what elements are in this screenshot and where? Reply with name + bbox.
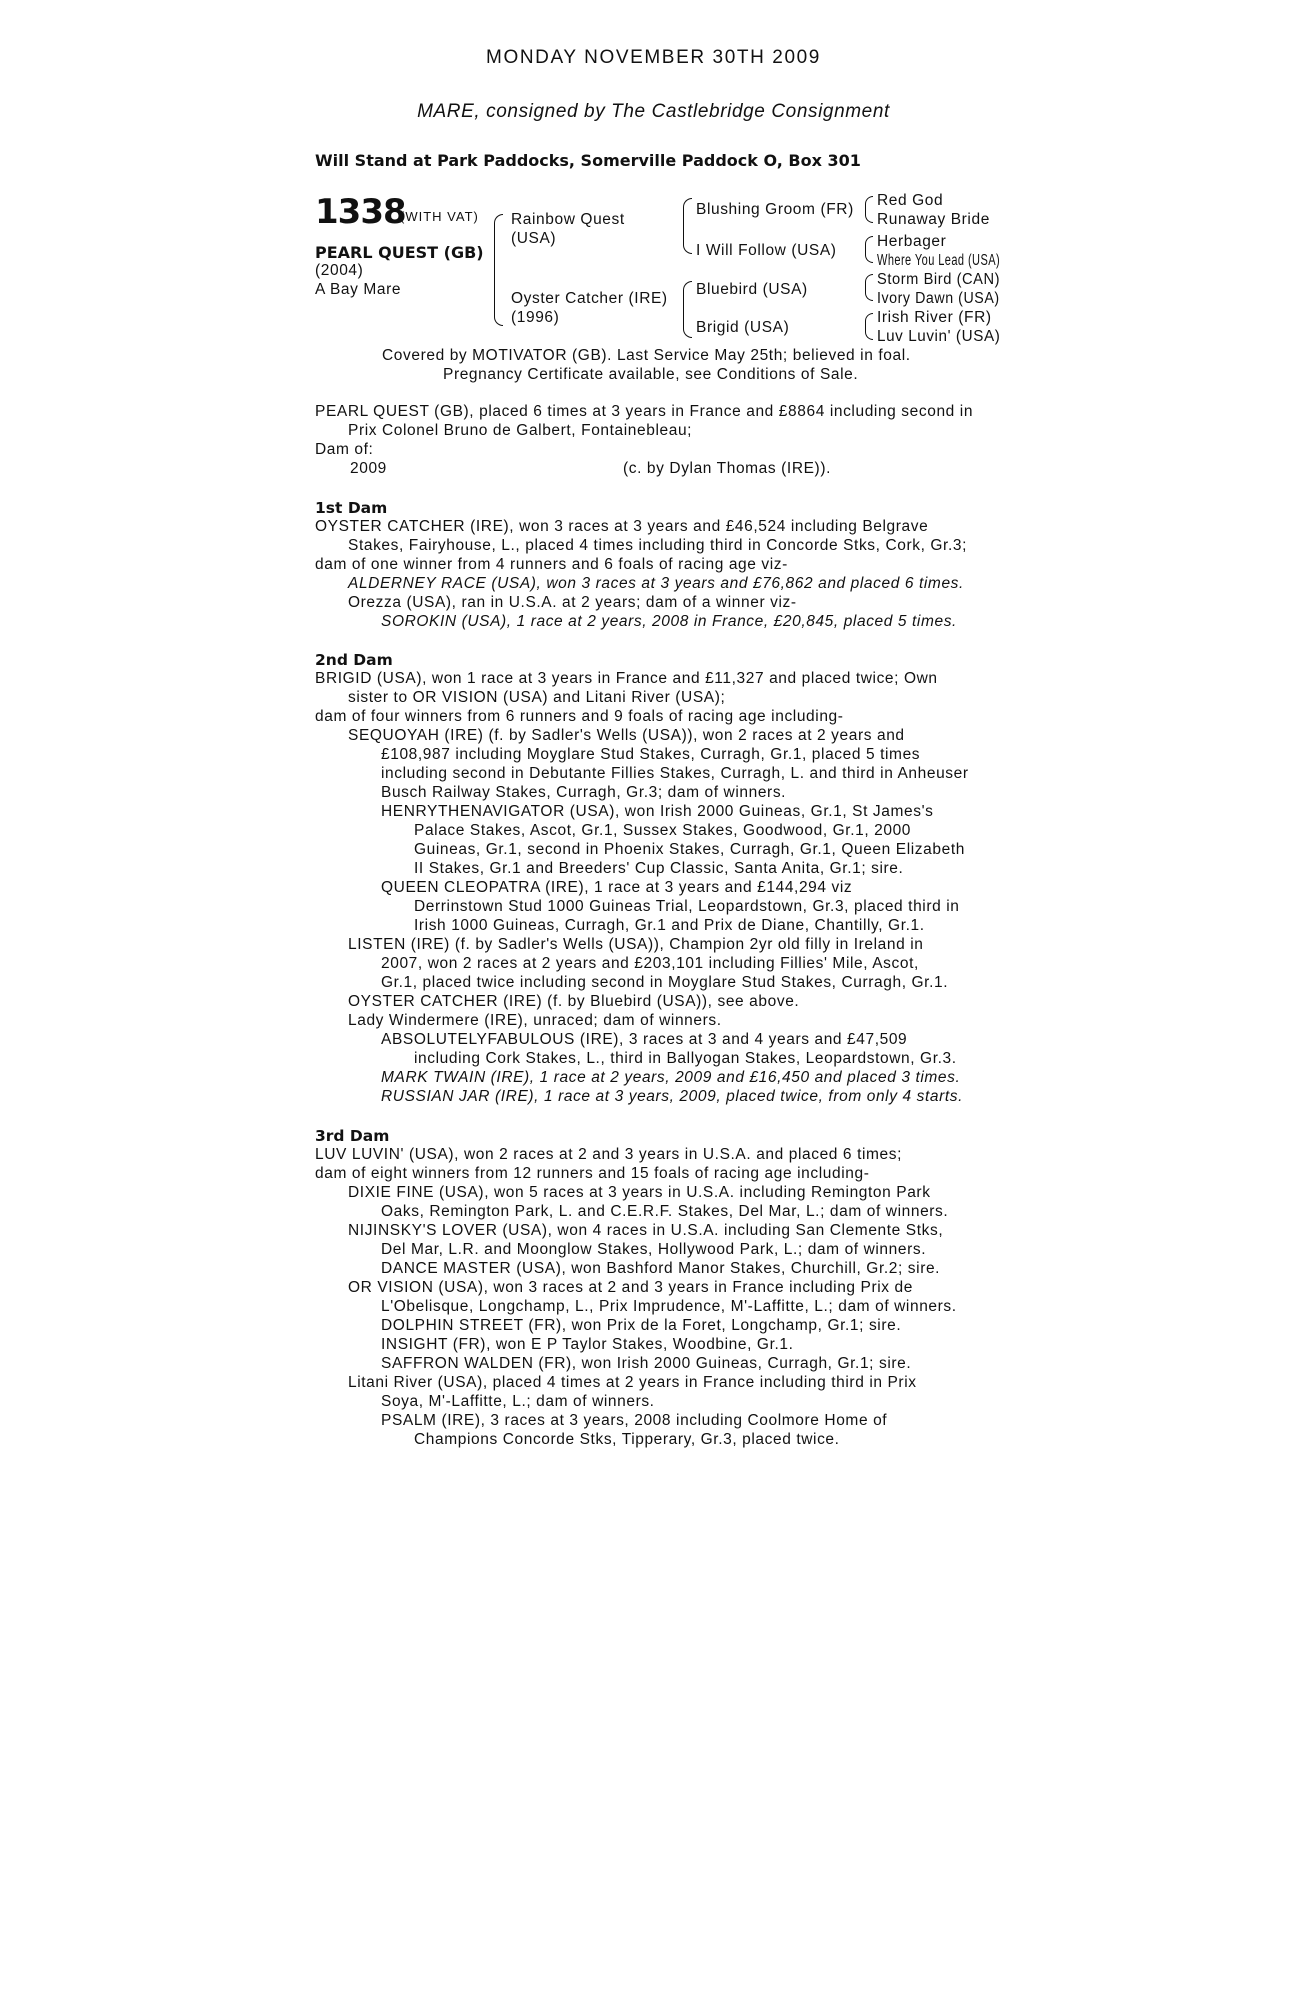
pedigree-brace-ss — [865, 196, 873, 223]
third-dam-line: LUV LUVIN' (USA), won 2 races at 2 and 3 years in U.S.A. and placed 6 times; — [315, 1146, 903, 1163]
sire-sire: Blushing Groom (FR) — [696, 201, 854, 218]
second-dam-line: dam of four winners from 6 runners and 9 foals of racing age including- — [315, 708, 844, 725]
second-dam-line: BRIGID (USA), won 1 race at 3 years in France and £11,327 and placed twice; Own — [315, 670, 938, 687]
third-dam-line: Litani River (USA), placed 4 times at 2 years in France including third in Prix — [348, 1374, 917, 1391]
second-dam-line: HENRYTHENAVIGATOR (USA), won Irish 2000 Guineas, Gr.1, St James's — [381, 803, 934, 820]
third-dam-line: Oaks, Remington Park, L. and C.E.R.F. Stakes, Del Mar, L.; dam of winners. — [381, 1203, 949, 1220]
dam-of-label: Dam of: — [315, 441, 374, 458]
stand-location: Will Stand at Park Paddocks, Somerville Paddock O, Box 301 — [315, 151, 861, 170]
second-dam-line: Palace Stakes, Ascot, Gr.1, Sussex Stakes, Goodwood, Gr.1, 2000 — [414, 822, 912, 839]
pedigree-brace-sire — [683, 198, 692, 254]
second-dam-line: including Cork Stakes, L., third in Ballyogan Stakes, Leopardstown, Gr.3. — [414, 1050, 957, 1067]
third-dam-line: Soya, M'-Laffitte, L.; dam of winners. — [381, 1393, 655, 1410]
produce-year: 2009 — [350, 460, 387, 477]
lot-number: 1338 — [315, 192, 406, 232]
second-dam-line: Derrinstown Stud 1000 Guineas Trial, Leopardstown, Gr.3, placed third in — [414, 898, 960, 915]
second-dam-line: RUSSIAN JAR (IRE), 1 race at 3 years, 2009, placed twice, from only 4 starts. — [381, 1088, 964, 1105]
sire-name: Rainbow Quest — [511, 211, 625, 228]
gg-sire-sire-sire: Red God — [877, 192, 944, 209]
second-dam-line: MARK TWAIN (IRE), 1 race at 2 years, 2009 and £16,450 and placed 3 times. — [381, 1069, 961, 1086]
second-dam-heading: 2nd Dam — [315, 651, 393, 669]
second-dam-line: Guineas, Gr.1, second in Phoenix Stakes, Curragh, Gr.1, Queen Elizabeth — [414, 841, 965, 858]
sale-date: MONDAY NOVEMBER 30TH 2009 — [486, 47, 821, 68]
first-dam-line: Stakes, Fairyhouse, L., placed 4 times including third in Concorde Stks, Cork, Gr.3; — [348, 537, 967, 554]
consignment-line: MARE, consigned by The Castlebridge Consignment — [417, 101, 890, 122]
second-dam-line: SEQUOYAH (IRE) (f. by Sadler's Wells (USA)), won 2 races at 2 years and — [348, 727, 905, 744]
second-dam-line: sister to OR VISION (USA) and Litani River (USA); — [348, 689, 726, 706]
horse-description: A Bay Mare — [315, 281, 402, 298]
third-dam-line: INSIGHT (FR), won E P Taylor Stakes, Woodbine, Gr.1. — [381, 1336, 794, 1353]
second-dam-line: II Stakes, Gr.1 and Breeders' Cup Classic, Santa Anita, Gr.1; sire. — [414, 860, 904, 877]
third-dam-line: DANCE MASTER (USA), won Bashford Manor Stakes, Churchill, Gr.2; sire. — [381, 1260, 941, 1277]
third-dam-line: Del Mar, L.R. and Moonglow Stakes, Hollywood Park, L.; dam of winners. — [381, 1241, 927, 1258]
gg-dam-dam-sire: Irish River (FR) — [877, 309, 992, 326]
second-dam-line: Irish 1000 Guineas, Curragh, Gr.1 and Prix de Diane, Chantilly, Gr.1. — [414, 917, 925, 934]
produce-description: (c. by Dylan Thomas (IRE)). — [623, 460, 831, 477]
covered-line: Covered by MOTIVATOR (GB). Last Service May 25th; believed in foal. — [382, 347, 911, 364]
horse-name: PEARL QUEST (GB) — [315, 243, 484, 262]
second-dam-line: ABSOLUTELYFABULOUS (IRE), 3 races at 3 and 4 years and £47,509 — [381, 1031, 908, 1048]
first-dam-line: ALDERNEY RACE (USA), won 3 races at 3 years and £76,862 and placed 6 times. — [348, 575, 964, 592]
first-dam-line: OYSTER CATCHER (IRE), won 3 races at 3 years and £46,524 including Belgrave — [315, 518, 929, 535]
second-dam-line: LISTEN (IRE) (f. by Sadler's Wells (USA)), Champion 2yr old filly in Ireland in — [348, 936, 924, 953]
pedigree-brace-dd — [865, 313, 873, 340]
first-dam-line: dam of one winner from 4 runners and 6 foals of racing age viz- — [315, 556, 788, 573]
third-dam-line: NIJINSKY'S LOVER (USA), won 4 races in U.S.A. including San Clemente Stks, — [348, 1222, 944, 1239]
horse-year: (2004) — [315, 262, 364, 279]
pedigree-brace-ds — [865, 274, 873, 301]
second-dam-line: Gr.1, placed twice including second in Moyglare Stud Stakes, Curragh, Gr.1. — [381, 974, 949, 991]
second-dam-line: QUEEN CLEOPATRA (IRE), 1 race at 3 years and £144,294 viz — [381, 879, 853, 896]
second-dam-line: 2007, won 2 races at 2 years and £203,101 including Fillies' Mile, Ascot, — [381, 955, 919, 972]
summary-line-1: PEARL QUEST (GB), placed 6 times at 3 years in France and £8864 including second in — [315, 403, 974, 420]
third-dam-heading: 3rd Dam — [315, 1127, 390, 1145]
third-dam-line: OR VISION (USA), won 3 races at 2 and 3 years in France including Prix de — [348, 1279, 913, 1296]
second-dam-line: including second in Debutante Fillies Stakes, Curragh, L. and third in Anheuser — [381, 765, 969, 782]
second-dam-line: OYSTER CATCHER (IRE) (f. by Bluebird (USA)), see above. — [348, 993, 800, 1010]
pedigree-brace-sd — [865, 236, 873, 263]
third-dam-line: Champions Concorde Stks, Tipperary, Gr.3, placed twice. — [414, 1431, 840, 1448]
gg-sire-dam-dam: Where You Lead (USA) — [877, 252, 1001, 269]
first-dam-line: Orezza (USA), ran in U.S.A. at 2 years; dam of a winner viz- — [348, 594, 797, 611]
dam-year: (1996) — [511, 309, 560, 326]
sire-dam: I Will Follow (USA) — [696, 242, 837, 259]
second-dam-line: Busch Railway Stakes, Curragh, Gr.3; dam of winners. — [381, 784, 787, 801]
third-dam-line: DIXIE FINE (USA), won 5 races at 3 years in U.S.A. including Remington Park — [348, 1184, 931, 1201]
second-dam-line: £108,987 including Moyglare Stud Stakes, Curragh, Gr.1, placed 5 times — [381, 746, 921, 763]
gg-dam-dam-dam: Luv Luvin' (USA) — [877, 328, 1001, 345]
dam-dam: Brigid (USA) — [696, 319, 790, 336]
third-dam-line: L'Obelisque, Longchamp, L., Prix Imprudence, M'-Laffitte, L.; dam of winners. — [381, 1298, 957, 1315]
gg-dam-sire-sire: Storm Bird (CAN) — [877, 271, 1001, 288]
first-dam-line: SOROKIN (USA), 1 race at 2 years, 2008 in France, £20,845, placed 5 times. — [381, 613, 957, 630]
pedigree-brace-dam — [683, 281, 692, 338]
sire-country: (USA) — [511, 230, 557, 247]
dam-sire: Bluebird (USA) — [696, 281, 808, 298]
second-dam-line: Lady Windermere (IRE), unraced; dam of winners. — [348, 1012, 722, 1029]
summary-line-2: Prix Colonel Bruno de Galbert, Fontainebleau; — [348, 422, 693, 439]
gg-sire-sire-dam: Runaway Bride — [877, 211, 990, 228]
third-dam-line: PSALM (IRE), 3 races at 3 years, 2008 including Coolmore Home of — [381, 1412, 888, 1429]
pedigree-brace-main — [494, 214, 503, 326]
gg-dam-sire-dam: Ivory Dawn (USA) — [877, 290, 1000, 307]
vat-note: (WITH VAT) — [400, 209, 479, 224]
pregnancy-line: Pregnancy Certificate available, see Conditions of Sale. — [443, 366, 859, 383]
dam-name: Oyster Catcher (IRE) — [511, 290, 668, 307]
first-dam-heading: 1st Dam — [315, 499, 388, 517]
third-dam-line: dam of eight winners from 12 runners and 15 foals of racing age including- — [315, 1165, 870, 1182]
gg-sire-dam-sire: Herbager — [877, 233, 947, 250]
third-dam-line: SAFFRON WALDEN (FR), won Irish 2000 Guineas, Curragh, Gr.1; sire. — [381, 1355, 912, 1372]
third-dam-line: DOLPHIN STREET (FR), won Prix de la Foret, Longchamp, Gr.1; sire. — [381, 1317, 902, 1334]
